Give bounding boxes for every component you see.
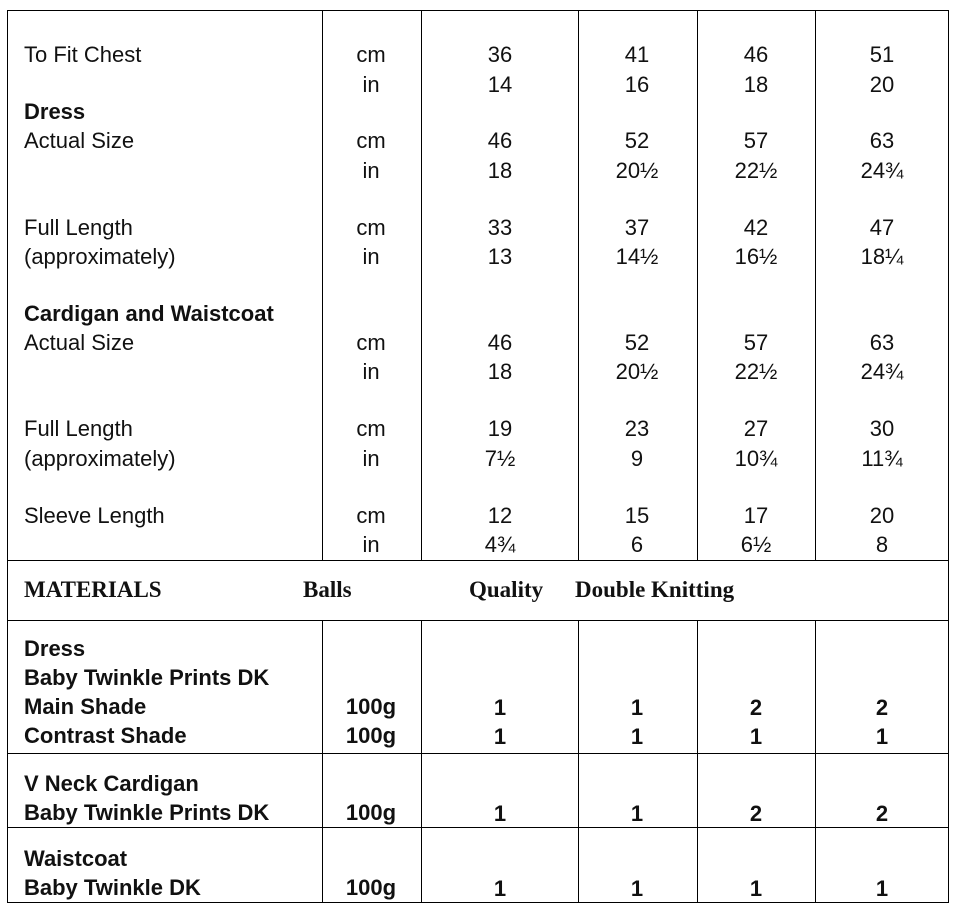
column-divider xyxy=(815,10,816,560)
ball-weight: 100g xyxy=(345,694,397,719)
yarn-name: Baby Twinkle DK xyxy=(24,875,201,900)
unit-cm: cm xyxy=(356,42,386,67)
cell-chest-in: 18 xyxy=(743,72,769,97)
cell-cardigan-actual-cm: 63 xyxy=(869,330,895,355)
cell-cardigan-actual-cm: 46 xyxy=(487,330,513,355)
qty-contrast-shade: 1 xyxy=(749,724,763,749)
row-label-actual-size: Actual Size xyxy=(24,128,135,153)
qty-main-shade: 1 xyxy=(630,695,644,720)
row-label-chest: To Fit Chest xyxy=(24,42,142,67)
cell-cardigan-length-in: 11¾ xyxy=(861,446,903,471)
unit-cm: cm xyxy=(356,330,386,355)
cell-sleeve-in: 8 xyxy=(875,532,889,557)
cell-dress-actual-in: 24¾ xyxy=(860,158,904,183)
materials-waistcoat-heading: Waistcoat xyxy=(24,846,128,871)
column-divider xyxy=(815,620,816,903)
quality-header: Quality xyxy=(469,577,544,602)
cell-sleeve-cm: 17 xyxy=(743,503,769,528)
column-divider xyxy=(578,620,579,903)
qty-cardigan: 2 xyxy=(875,801,889,826)
balls-header: Balls xyxy=(303,577,352,602)
section-heading-dress: Dress xyxy=(24,99,86,124)
cell-cardigan-length-cm: 27 xyxy=(743,416,769,441)
section-divider xyxy=(7,620,949,621)
unit-in: in xyxy=(362,532,380,557)
cell-cardigan-actual-in: 18 xyxy=(487,359,513,384)
cell-cardigan-actual-in: 22½ xyxy=(734,359,778,384)
cell-sleeve-in: 6½ xyxy=(740,532,772,557)
cell-chest-cm: 41 xyxy=(624,42,650,67)
yarn-name: Baby Twinkle Prints DK xyxy=(24,800,270,825)
materials-dress-heading: Dress xyxy=(24,636,86,661)
unit-cm: cm xyxy=(356,215,386,240)
cell-dress-length-in: 14½ xyxy=(615,244,659,269)
cell-dress-length-in: 18¼ xyxy=(860,244,904,269)
row-label-full-length: Full Length xyxy=(24,215,133,240)
cell-dress-actual-in: 20½ xyxy=(615,158,659,183)
section-heading-cardigan: Cardigan and Waistcoat xyxy=(24,301,274,326)
cell-sleeve-in: 6 xyxy=(630,532,644,557)
cell-cardigan-length-cm: 19 xyxy=(487,416,513,441)
cell-chest-cm: 51 xyxy=(869,42,895,67)
qty-contrast-shade: 1 xyxy=(875,724,889,749)
unit-in: in xyxy=(362,446,380,471)
qty-cardigan: 2 xyxy=(749,801,763,826)
ball-weight: 100g xyxy=(345,723,397,748)
cell-chest-in: 14 xyxy=(487,72,513,97)
row-label-approximately: (approximately) xyxy=(24,244,176,269)
contrast-shade-label: Contrast Shade xyxy=(24,723,187,748)
unit-cm: cm xyxy=(356,128,386,153)
main-shade-label: Main Shade xyxy=(24,694,147,719)
qty-cardigan: 1 xyxy=(630,801,644,826)
cell-sleeve-cm: 15 xyxy=(624,503,650,528)
cell-cardigan-length-in: 10¾ xyxy=(734,446,778,471)
column-divider xyxy=(697,10,698,560)
unit-in: in xyxy=(362,72,380,97)
qty-cardigan: 1 xyxy=(493,801,507,826)
cell-sleeve-cm: 12 xyxy=(487,503,513,528)
unit-in: in xyxy=(362,244,380,269)
cell-dress-length-in: 16½ xyxy=(734,244,778,269)
cell-cardigan-actual-in: 20½ xyxy=(615,359,659,384)
unit-in: in xyxy=(362,359,380,384)
cell-dress-actual-cm: 63 xyxy=(869,128,895,153)
section-divider xyxy=(7,753,949,754)
unit-in: in xyxy=(362,158,380,183)
cell-dress-actual-in: 22½ xyxy=(734,158,778,183)
row-label-sleeve-length: Sleeve Length xyxy=(24,503,165,528)
cell-cardigan-actual-in: 24¾ xyxy=(860,359,904,384)
ball-weight: 100g xyxy=(345,875,397,900)
cell-sleeve-cm: 20 xyxy=(869,503,895,528)
column-divider xyxy=(578,10,579,560)
row-label-full-length: Full Length xyxy=(24,416,133,441)
yarn-type-header: Double Knitting xyxy=(575,577,735,602)
qty-waistcoat: 1 xyxy=(749,876,763,901)
section-divider xyxy=(7,827,949,828)
cell-cardigan-actual-cm: 57 xyxy=(743,330,769,355)
column-divider xyxy=(697,620,698,903)
cell-dress-length-cm: 33 xyxy=(487,215,513,240)
qty-waistcoat: 1 xyxy=(875,876,889,901)
materials-cardigan-heading: V Neck Cardigan xyxy=(24,771,199,796)
cell-cardigan-actual-cm: 52 xyxy=(624,330,650,355)
qty-main-shade: 1 xyxy=(493,695,507,720)
cell-dress-length-in: 13 xyxy=(487,244,513,269)
cell-dress-actual-in: 18 xyxy=(487,158,513,183)
row-label-actual-size: Actual Size xyxy=(24,330,135,355)
materials-header: MATERIALS xyxy=(24,577,162,602)
cell-chest-cm: 36 xyxy=(487,42,513,67)
ball-weight: 100g xyxy=(345,800,397,825)
cell-chest-in: 16 xyxy=(624,72,650,97)
cell-cardigan-length-cm: 23 xyxy=(624,416,650,441)
unit-cm: cm xyxy=(356,416,386,441)
qty-contrast-shade: 1 xyxy=(630,724,644,749)
cell-dress-actual-cm: 57 xyxy=(743,128,769,153)
column-divider xyxy=(421,620,422,903)
cell-cardigan-length-in: 9 xyxy=(630,446,644,471)
unit-cm: cm xyxy=(356,503,386,528)
cell-dress-length-cm: 37 xyxy=(624,215,650,240)
cell-chest-in: 20 xyxy=(869,72,895,97)
cell-cardigan-length-cm: 30 xyxy=(869,416,895,441)
yarn-name: Baby Twinkle Prints DK xyxy=(24,665,270,690)
cell-dress-actual-cm: 46 xyxy=(487,128,513,153)
section-divider xyxy=(7,560,949,561)
cell-dress-length-cm: 42 xyxy=(743,215,769,240)
cell-dress-length-cm: 47 xyxy=(869,215,895,240)
cell-dress-actual-cm: 52 xyxy=(624,128,650,153)
qty-main-shade: 2 xyxy=(749,695,763,720)
cell-cardigan-length-in: 7½ xyxy=(484,446,516,471)
cell-sleeve-in: 4¾ xyxy=(484,532,516,557)
row-label-approximately: (approximately) xyxy=(24,446,176,471)
qty-waistcoat: 1 xyxy=(630,876,644,901)
qty-waistcoat: 1 xyxy=(493,876,507,901)
qty-main-shade: 2 xyxy=(875,695,889,720)
qty-contrast-shade: 1 xyxy=(493,724,507,749)
cell-chest-cm: 46 xyxy=(743,42,769,67)
column-divider xyxy=(322,620,323,903)
